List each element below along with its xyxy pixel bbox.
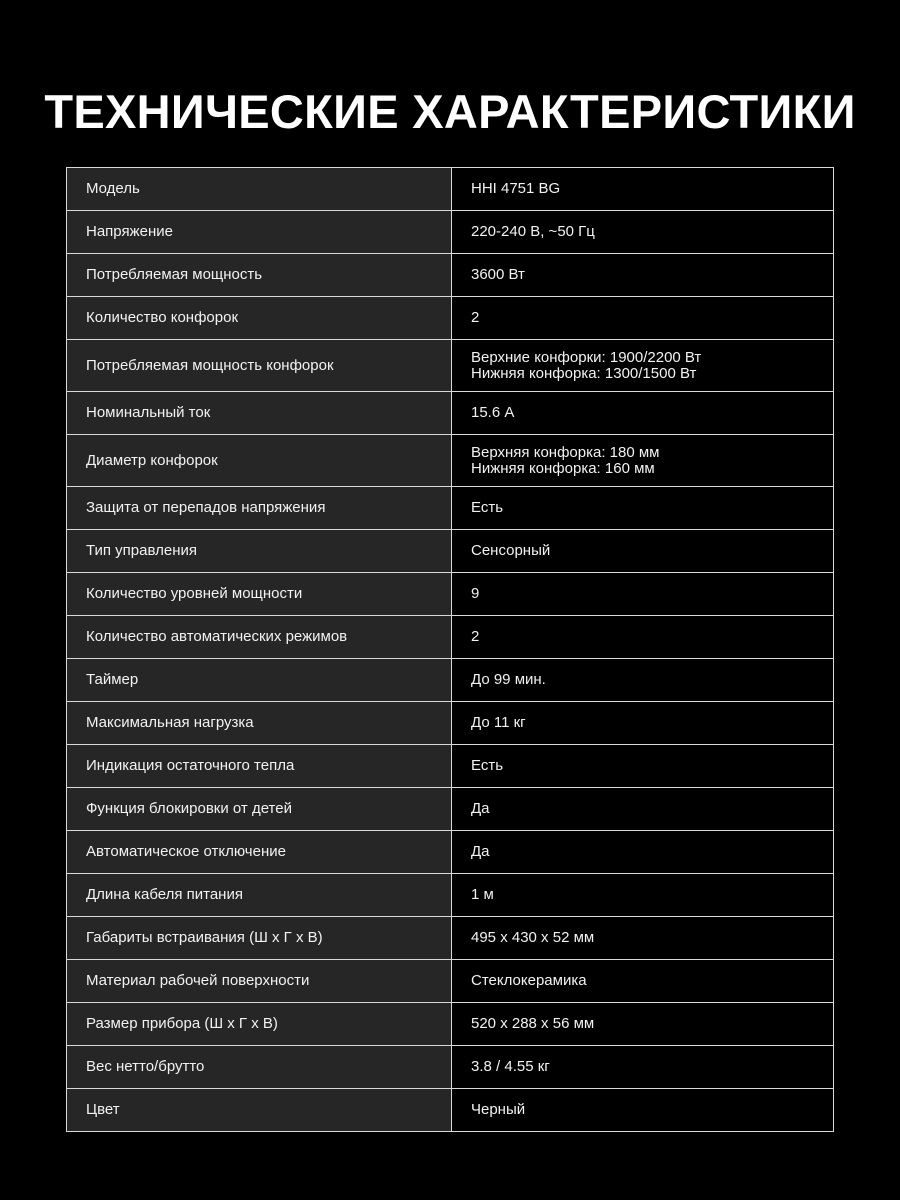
- spec-value: [452, 340, 834, 392]
- spec-label: Тип управления: [67, 530, 452, 573]
- spec-row: [67, 435, 834, 487]
- spec-row: [67, 960, 834, 1003]
- spec-value: [452, 211, 834, 254]
- spec-label: Напряжение: [67, 211, 452, 254]
- spec-label: Количество уровней мощности: [67, 573, 452, 616]
- specs-table: [66, 167, 834, 1132]
- spec-value-line: Верхние конфорки: 1900/2200 Вт: [471, 348, 702, 366]
- spec-label: Номинальный ток: [67, 392, 452, 435]
- spec-row: [67, 297, 834, 340]
- spec-label: Таймер: [67, 659, 452, 702]
- spec-label: Длина кабеля питания: [67, 874, 452, 917]
- spec-label: Потребляемая мощность конфорок: [67, 340, 452, 392]
- spec-row: [67, 1046, 834, 1089]
- spec-row: [67, 659, 834, 702]
- spec-row: [67, 487, 834, 530]
- spec-value-line: Сенсорный: [471, 542, 551, 559]
- spec-value-line: Да: [471, 843, 490, 860]
- spec-value: [452, 874, 834, 917]
- spec-value: [452, 616, 834, 659]
- spec-label: Максимальная нагрузка: [67, 702, 452, 745]
- spec-row: [67, 831, 834, 874]
- spec-row: [67, 745, 834, 788]
- spec-value: [452, 702, 834, 745]
- spec-row: [67, 168, 834, 211]
- spec-value-line: Стеклокерамика: [471, 972, 587, 989]
- spec-value: [452, 1046, 834, 1089]
- spec-value-line: 220-240 В, ~50 Гц: [471, 223, 595, 240]
- spec-label: Функция блокировки от детей: [67, 788, 452, 831]
- spec-value-line: 520 х 288 х 56 мм: [471, 1015, 595, 1032]
- spec-value: [452, 435, 834, 487]
- spec-value: [452, 392, 834, 435]
- spec-value-line: Есть: [471, 757, 504, 774]
- spec-label: Индикация остаточного тепла: [67, 745, 452, 788]
- spec-label: Цвет: [67, 1089, 452, 1132]
- spec-label: Потребляемая мощность: [67, 254, 452, 297]
- spec-value: [452, 917, 834, 960]
- spec-value: [452, 487, 834, 530]
- spec-value: [452, 788, 834, 831]
- spec-label: Автоматическое отключение: [67, 831, 452, 874]
- spec-value-line: Есть: [471, 499, 504, 516]
- spec-label: Диаметр конфорок: [67, 435, 452, 487]
- spec-row: [67, 702, 834, 745]
- spec-label: Вес нетто/брутто: [67, 1046, 452, 1089]
- spec-value-line: 495 х 430 х 52 мм: [471, 929, 595, 946]
- spec-row: [67, 573, 834, 616]
- spec-value-line: 2: [471, 309, 480, 326]
- spec-label: Материал рабочей поверхности: [67, 960, 452, 1003]
- spec-value-line: Нижняя конфорка: 1300/1500 Вт: [471, 364, 697, 382]
- spec-row: [67, 1089, 834, 1132]
- spec-label: Габариты встраивания (Ш х Г х В): [67, 917, 452, 960]
- spec-row: [67, 917, 834, 960]
- spec-value-line: 15.6 А: [471, 404, 515, 421]
- spec-value: [452, 168, 834, 211]
- page-title: ТЕХНИЧЕСКИЕ ХАРАКТЕРИСТИКИ: [44, 85, 856, 138]
- spec-row: [67, 392, 834, 435]
- spec-value: [452, 573, 834, 616]
- spec-value: [452, 960, 834, 1003]
- spec-value: [452, 254, 834, 297]
- spec-label: Модель: [67, 168, 452, 211]
- spec-row: [67, 1003, 834, 1046]
- spec-value-line: Верхняя конфорка: 180 мм: [471, 443, 660, 461]
- spec-value-line: 2: [471, 628, 480, 645]
- spec-label: Количество автоматических режимов: [67, 616, 452, 659]
- spec-label: Защита от перепадов напряжения: [67, 487, 452, 530]
- spec-row: [67, 254, 834, 297]
- spec-value: [452, 831, 834, 874]
- spec-value-line: До 11 кг: [471, 714, 526, 731]
- spec-value: [452, 297, 834, 340]
- spec-value-line: 9: [471, 585, 480, 602]
- spec-row: [67, 788, 834, 831]
- spec-value-line: HHI 4751 BG: [471, 180, 561, 197]
- spec-value-line: 1 м: [471, 886, 494, 903]
- spec-row: [67, 874, 834, 917]
- spec-value: [452, 1089, 834, 1132]
- spec-value: [452, 659, 834, 702]
- spec-value-line: 3600 Вт: [471, 266, 525, 283]
- spec-value-line: Нижняя конфорка: 160 мм: [471, 459, 655, 477]
- spec-value-line: Да: [471, 800, 490, 817]
- spec-value-line: 3.8 / 4.55 кг: [471, 1058, 550, 1075]
- spec-value-line: Черный: [471, 1101, 526, 1118]
- spec-row: [67, 616, 834, 659]
- spec-row: [67, 530, 834, 573]
- spec-label: Размер прибора (Ш х Г х В): [67, 1003, 452, 1046]
- spec-value-line: До 99 мин.: [471, 671, 546, 688]
- spec-row: [67, 211, 834, 254]
- spec-value: [452, 1003, 834, 1046]
- spec-row: [67, 340, 834, 392]
- spec-value: [452, 745, 834, 788]
- specs-table-body: [67, 168, 834, 1132]
- spec-label: Количество конфорок: [67, 297, 452, 340]
- spec-value: [452, 530, 834, 573]
